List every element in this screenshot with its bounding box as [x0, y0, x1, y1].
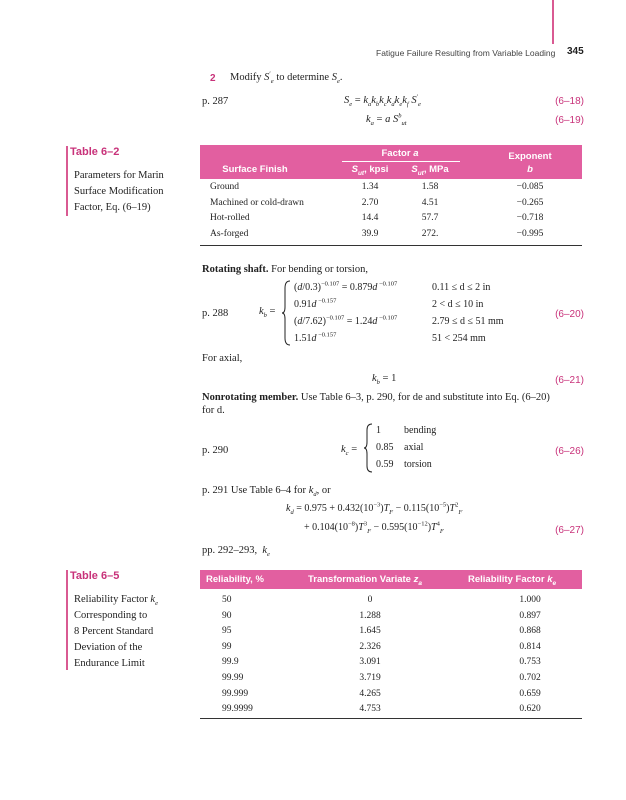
table-row	[200, 626, 582, 642]
header-sut-kpsi: $S_{ut}$, kpsi	[351, 164, 389, 177]
table-row	[200, 213, 582, 229]
kb-case-3: $(d/7.62)^{-0.107} = 1.24d$ $^{-0.107}$	[294, 314, 398, 327]
cell-variate: 3.091	[359, 657, 381, 668]
eq-6-26-ref: p. 290	[202, 445, 229, 456]
header-sut-mpa: $S_{ut}$, MPa	[411, 164, 449, 177]
table-6-2-body	[200, 182, 582, 244]
kb-cond-3: 2.79 ≤ d ≤ 51 mm	[432, 316, 504, 327]
cell-factor: 0.659	[519, 688, 541, 699]
cell-kpsi: 2.70	[361, 197, 379, 208]
cell-variate: 4.265	[359, 688, 381, 699]
cell-factor: 0.814	[519, 641, 541, 652]
table-6-2-caption	[74, 168, 194, 216]
kb-case-1: $(d/0.3)^{-0.107} = 0.879d$ $^{-0.107}$	[294, 280, 398, 293]
table-6-5-caption	[74, 592, 194, 672]
cell-factor: 0.620	[519, 704, 541, 715]
cell-factor: 0.702	[519, 672, 541, 683]
rotating-para	[202, 264, 368, 275]
kc-mode-1: bending	[404, 425, 437, 436]
nonrotating-text-2: for d.	[202, 405, 225, 416]
cell-variate: 4.753	[359, 704, 381, 715]
kc-mode-2: axial	[404, 442, 424, 453]
header-reliability: Reliability, %	[206, 574, 264, 585]
table-6-5-label: Table 6–5	[70, 570, 120, 582]
table-6-2-bottom-rule	[200, 245, 582, 246]
cell-reliability: 99.999	[222, 688, 249, 699]
ke-ref: pp. 292–293, $k_e$	[202, 545, 270, 559]
cell-reliability: 90	[222, 610, 232, 621]
kb-cond-2: 2 < d ≤ 10 in	[432, 299, 484, 310]
table-row	[200, 642, 582, 658]
caption-line: 8 Percent Standard	[74, 626, 154, 637]
table-row	[200, 595, 582, 611]
table-6-2-header	[200, 145, 582, 179]
cell-variate: 1.288	[359, 610, 381, 621]
header-exponent: Exponent	[508, 151, 552, 162]
header-rule	[552, 0, 554, 44]
caption-line: Reliability Factor $k_e$	[74, 594, 158, 608]
eq-6-21-label: (6–21)	[555, 375, 584, 386]
table-6-2-label: Table 6–2	[70, 146, 120, 158]
kc-mode-3: torsion	[404, 459, 432, 470]
nonrotating-para	[202, 391, 582, 405]
table-6-5-bottom-rule	[200, 718, 582, 719]
eq-6-20-label: (6–20)	[555, 309, 584, 320]
eq-6-26-label: (6–26)	[555, 446, 584, 457]
kb-case-2: 0.91d $^{-0.157}$	[294, 297, 337, 310]
cell-b: −0.085	[516, 182, 544, 192]
caption-line: Endurance Limit	[74, 658, 145, 669]
cell-finish: Machined or cold-drawn	[210, 197, 304, 208]
cell-b: −0.265	[516, 197, 544, 208]
rotating-heading: Rotating shaft.	[202, 264, 269, 275]
header-factor-rule	[342, 161, 460, 162]
cell-mpa: 272.	[421, 228, 439, 239]
cell-mpa: 57.7	[421, 213, 439, 223]
table-6-5-rule	[66, 570, 68, 670]
header-variate: Transformation Variate $z_a$	[308, 574, 422, 587]
kc-lhs: $k_c$ =	[341, 444, 358, 458]
cell-variate: 3.719	[359, 672, 381, 683]
caption-line: Factor, Eq. (6–19)	[74, 202, 151, 213]
nonrotating-text: Use Table 6–3, p. 290, for de and substitute into Eq. (6–20)	[300, 392, 550, 403]
cell-kpsi: 14.4	[361, 213, 379, 223]
kd-ref: p. 291 Use Table 6–4 for $k_d$, or	[202, 485, 331, 499]
cell-reliability: 99.9999	[222, 704, 253, 715]
caption-line: Parameters for Marin	[74, 170, 164, 181]
table-6-2-rule	[66, 146, 68, 216]
kc-value-1: 1	[376, 425, 381, 436]
step-number: 2	[210, 73, 216, 84]
cell-kpsi: 1.34	[361, 182, 379, 192]
eq-6-20-ref: p. 288	[202, 308, 229, 319]
caption-line: Deviation of the	[74, 642, 143, 653]
cell-kpsi: 39.9	[361, 228, 379, 239]
cell-reliability: 99	[222, 641, 232, 652]
cell-reliability: 99.9	[222, 657, 239, 668]
kb-cond-4: 51 < 254 mm	[432, 333, 486, 344]
table-row	[200, 611, 582, 627]
kb-case-4: 1.51d $^{-0.157}$	[294, 331, 337, 344]
cell-mpa: 4.51	[421, 197, 439, 208]
cell-finish: As-forged	[210, 228, 249, 239]
eq-6-27-line-2: + $0.104(10^{-8})T^3_F - 0.595(10^{-12})T^4_F$	[304, 520, 444, 535]
page-number: 345	[567, 46, 584, 57]
table-row	[200, 182, 582, 198]
cell-finish: Hot-rolled	[210, 213, 250, 223]
table-row	[200, 657, 582, 673]
rotating-text: For bending or torsion,	[271, 264, 368, 275]
cell-variate: 0	[367, 595, 373, 605]
header-factor-a: Factor a	[381, 148, 419, 159]
cell-mpa: 1.58	[421, 182, 439, 192]
table-6-5-header	[200, 570, 582, 589]
cell-variate: 2.326	[359, 641, 381, 652]
table-row	[200, 229, 582, 245]
eq-6-21: $k_b = 1$	[372, 373, 397, 387]
axial-text: For axial,	[202, 353, 243, 364]
step-text: Modify $S'_e$ to determine $S_e$.	[230, 70, 343, 86]
cell-b: −0.718	[516, 213, 544, 223]
cell-finish: Ground	[210, 182, 240, 192]
cell-reliability: 99.99	[222, 672, 244, 683]
nonrotating-heading: Nonrotating member.	[202, 392, 299, 403]
cell-factor: 0.897	[519, 610, 541, 621]
cell-factor: 1.000	[519, 595, 541, 605]
eq-6-18-ref: p. 287	[202, 96, 229, 107]
cell-factor: 0.868	[519, 626, 541, 637]
cell-reliability: 50	[222, 595, 232, 605]
cell-reliability: 95	[222, 626, 232, 637]
kb-cond-1: 0.11 ≤ d ≤ 2 in	[432, 282, 491, 293]
caption-line: Surface Modification	[74, 186, 164, 197]
cell-variate: 1.645	[359, 626, 381, 637]
caption-line: Corresponding to	[74, 610, 148, 621]
eq-6-18-label: (6–18)	[555, 96, 584, 107]
table-row	[200, 198, 582, 214]
kb-brace	[282, 280, 292, 346]
kb-lhs: $k_b$ =	[259, 306, 276, 320]
header-surface-finish: Surface Finish	[222, 164, 288, 175]
kc-brace	[364, 423, 374, 473]
cell-factor: 0.753	[519, 657, 541, 668]
eq-6-19-label: (6–19)	[555, 115, 584, 126]
eq-6-27-label: (6–27)	[555, 525, 584, 536]
running-title: Fatigue Failure Resulting from Variable Loading	[376, 48, 556, 58]
eq-6-18: $S_e = k_ak_bk_ck_dk_ek_f$ $S'_e$	[344, 93, 421, 109]
cell-b: −0.995	[516, 228, 544, 239]
table-row	[200, 689, 582, 705]
eq-6-27-line-1: $k_d = 0.975 + 0.432(10^{-3})T_F - 0.115(10^{-5})T^2_F$	[286, 501, 463, 516]
header-exponent-b: b	[527, 164, 533, 175]
eq-6-19: $k_a = a$ $S^b_{ut}$	[366, 112, 407, 128]
header-factor: Reliability Factor $k_e$	[468, 574, 557, 587]
kc-value-3: 0.59	[376, 459, 394, 470]
table-row	[200, 673, 582, 689]
table-6-5-body	[200, 595, 582, 720]
kc-value-2: 0.85	[376, 442, 394, 453]
